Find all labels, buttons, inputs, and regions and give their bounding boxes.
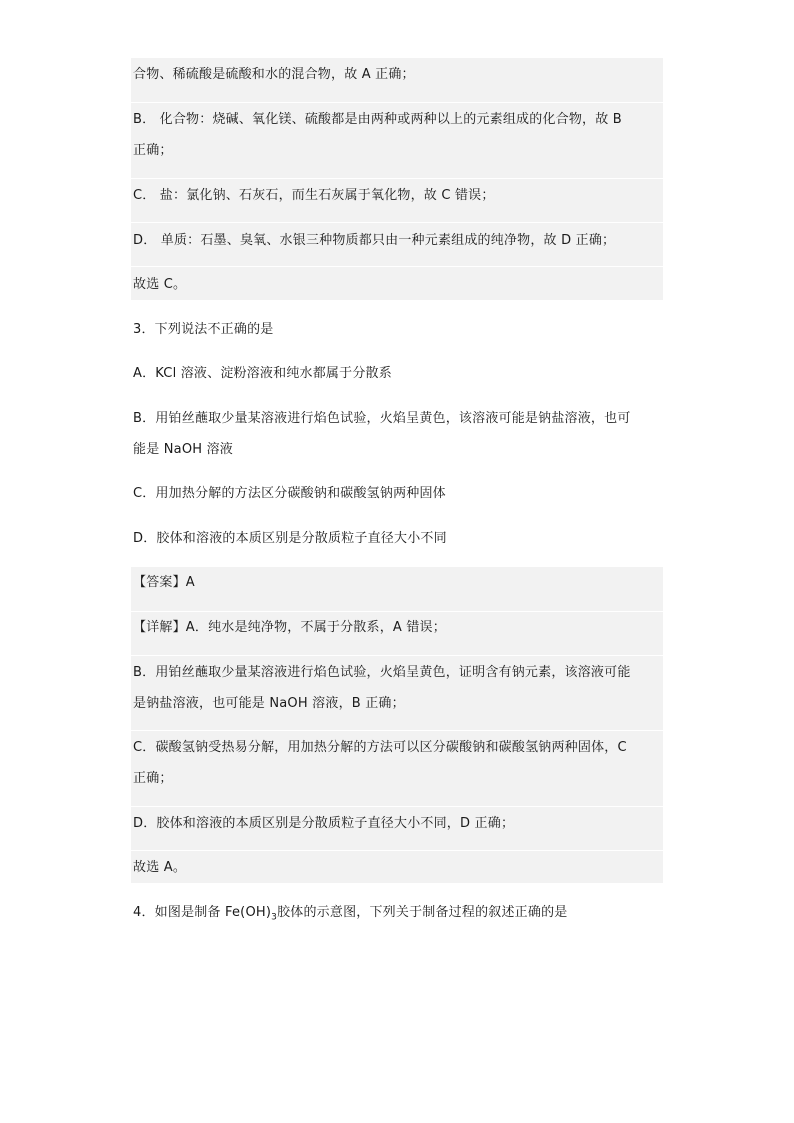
divider	[131, 611, 663, 612]
answer-block-q3	[131, 567, 663, 883]
answer-line: 【答案】A	[133, 575, 195, 590]
question-stem	[133, 905, 567, 926]
stem-text: 4．如图是制备 Fe(OH)	[133, 905, 272, 920]
divider	[131, 730, 663, 731]
divider	[131, 850, 663, 851]
divider	[131, 222, 663, 223]
subscript: 3	[271, 912, 278, 923]
explanation-line: 故选 A。	[133, 860, 187, 875]
option-line: B．用铂丝蘸取少量某溶液进行焰色试验，火焰呈黄色，该溶液可能是钠盐溶液，也可	[133, 411, 631, 426]
explanation-line: 正确；	[133, 771, 173, 786]
option-line: 能是 NaOH 溶液	[133, 442, 233, 457]
explanation-line: D．胶体和溶液的本质区别是分散质粒子直径大小不同，D 正确；	[133, 816, 515, 831]
explanation-line: B．用铂丝蘸取少量某溶液进行焰色试验，火焰呈黄色，证明含有钠元素，该溶液可能	[133, 665, 631, 680]
option-line: A．KCl 溶液、淀粉溶液和纯水都属于分散系	[133, 366, 392, 381]
text-line: C． 盐：氯化钠、石灰石，而生石灰属于氧化物，故 C 错误；	[133, 188, 495, 203]
divider	[131, 178, 663, 179]
divider	[131, 806, 663, 807]
divider	[131, 102, 663, 103]
explanation-line: C．碳酸氢钠受热易分解，用加热分解的方法可以区分碳酸钠和碳酸氢钠两种固体，C	[133, 740, 627, 755]
explanation-line: 【详解】A．纯水是纯净物，不属于分散系，A 错误；	[133, 620, 446, 635]
text-line: 故选 C。	[133, 277, 187, 292]
option-line: C．用加热分解的方法区分碳酸钠和碳酸氢钠两种固体	[133, 486, 446, 501]
divider	[131, 266, 663, 267]
stem-text: 胶体的示意图，下列关于制备过程的叙述正确的是	[277, 905, 568, 920]
text-line: 正确；	[133, 143, 173, 158]
text-line: D． 单质：石墨、臭氧、水银三种物质都只由一种元素组成的纯净物，故 D 正确；	[133, 233, 616, 248]
option-line: D．胶体和溶液的本质区别是分散质粒子直径大小不同	[133, 531, 447, 546]
question-stem: 3．下列说法不正确的是	[133, 322, 274, 337]
explanation-line: 是钠盐溶液，也可能是 NaOH 溶液，B 正确；	[133, 696, 405, 711]
divider	[131, 655, 663, 656]
text-line: B． 化合物：烧碱、氧化镁、硫酸都是由两种或两种以上的元素组成的化合物，故 B	[133, 112, 622, 127]
text-line: 合物、稀硫酸是硫酸和水的混合物，故 A 正确；	[133, 67, 415, 82]
answer-block-prev	[131, 58, 663, 300]
